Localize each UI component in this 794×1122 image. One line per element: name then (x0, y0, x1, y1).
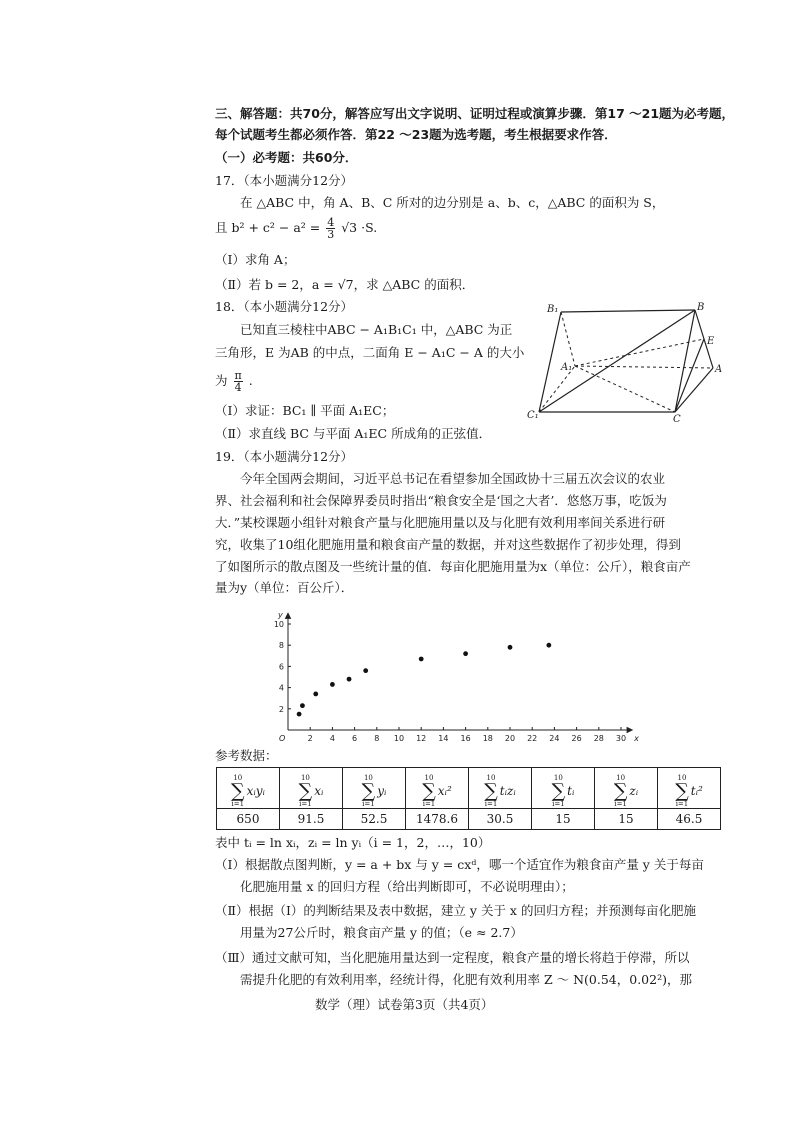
edge-b1-c1 (539, 312, 561, 412)
q18-angle-fraction (234, 370, 243, 393)
q19-para-line6: 量为y（单位：百公斤）． (215, 580, 354, 595)
table-header-cell: 10 ∑ i=1 tᵢzᵢ (469, 768, 532, 809)
q19-part2-line2: 用量为27公斤时，粮食亩产量 y 的值；（e ≈ 2.7） (240, 925, 523, 940)
data-point (300, 703, 305, 708)
table-value-cell: 15 (595, 809, 658, 830)
q17-cond-suffix: √3 ·S. (341, 220, 378, 235)
x-tick-label: 12 (416, 734, 427, 743)
origin-label: O (279, 734, 286, 743)
data-point (347, 677, 352, 682)
q19-para-line2: 界、社会福利和社会保障界委员时指出“粮食安全是‘国之大者’．悠悠万事，吃饭为 (215, 493, 667, 508)
q19-part1-line1: （Ⅰ）根据散点图判断，y = a + bx 与 y = cxᵈ，哪一个适宜作为粮食亩产量 y 关于每亩 (215, 857, 704, 872)
table-value-cell: 1478.6 (406, 809, 469, 830)
q18-angle-den: 4 (234, 381, 242, 394)
y-axis-label: y (278, 610, 283, 620)
q19-heading: 19．（本小题满分12分） (215, 449, 354, 464)
label-a: A (715, 364, 723, 375)
q18-stem3-prefix: 为 (215, 373, 228, 388)
data-point (508, 645, 513, 650)
x-tick-label: 28 (593, 734, 604, 743)
label-b: B (697, 302, 705, 313)
diag-c1-b (539, 310, 695, 412)
q18-heading: 18．（本小题满分12分） (215, 299, 354, 314)
q19-part2-line1: （Ⅱ）根据（Ⅰ）的判断结果及表中数据，建立 y 关于 x 的回归方程；并预测每亩化肥施 (215, 903, 696, 918)
table-value-cell: 30.5 (469, 809, 532, 830)
x-tick-label: 4 (329, 734, 335, 743)
edge-b-c (675, 310, 695, 412)
label-a1: A₁ (561, 362, 573, 373)
data-point (463, 651, 468, 656)
table-header-cell: 10 ∑ i=1 tᵢ (532, 768, 595, 809)
scatter-plot (268, 598, 648, 746)
x-axis-arrow (627, 728, 632, 733)
table-header-cell: 10 ∑ i=1 zᵢ (595, 768, 658, 809)
y-tick-label: 4 (278, 683, 284, 693)
q19-para-line3: 大．”某校课题小组针对粮食产量与化肥施用量以及与化肥有效利用率间关系进行研 (215, 515, 666, 530)
edge-b1-b (561, 310, 695, 312)
q19-table-note: 表中 tᵢ = ln xᵢ，zᵢ = ln yᵢ（i = 1，2，…，10） (215, 835, 491, 850)
q19-part3-line1: （Ⅲ）通过文献可知，当化肥施用量达到一定程度，粮食产量的增长将趋于停滞，所以 (215, 950, 690, 965)
reference-data-table (216, 767, 721, 830)
label-b1: B₁ (547, 304, 559, 315)
y-tick-label: 6 (278, 662, 284, 672)
data-point (330, 682, 335, 687)
table-value-cell: 52.5 (343, 809, 406, 830)
table-header-cell: 10 ∑ i=1 tᵢ² (658, 768, 721, 809)
table-value-cell: 91.5 (280, 809, 343, 830)
table-value-cell: 650 (217, 809, 280, 830)
q19-para-line5: 了如图所示的散点图及一些统计量的值．每亩化肥施用量为x（单位：公斤），粮食亩产 (215, 559, 691, 574)
x-tick-label: 18 (482, 734, 493, 743)
x-tick-label: 16 (460, 734, 471, 743)
q17-part1: （Ⅰ）求角 A； (215, 252, 296, 267)
segment-c-e (675, 339, 704, 412)
x-tick-label: 14 (438, 734, 449, 743)
hidden-a1-c (575, 366, 675, 412)
q18-part1: （Ⅰ）求证：BC₁ ∥ 平面 A₁EC； (215, 403, 395, 418)
data-point (546, 643, 551, 648)
data-point (363, 668, 368, 673)
x-tick-label: 26 (571, 734, 582, 743)
q17-frac-num: 4 (327, 216, 335, 229)
x-tick-label: 6 (352, 734, 358, 743)
data-point (419, 657, 424, 662)
x-tick-label: 10 (393, 734, 405, 743)
y-axis-arrow (286, 613, 291, 618)
q17-condition (215, 217, 377, 240)
reference-data-label: 参考数据： (215, 748, 278, 763)
x-tick-label: 24 (549, 734, 560, 743)
label-c1: C₁ (527, 410, 539, 421)
x-tick-label: 20 (504, 734, 516, 743)
table-header-cell: 10 ∑ i=1 yᵢ (343, 768, 406, 809)
required-part-header: （一）必考题：共60分． (215, 150, 358, 165)
table-header-cell: 10 ∑ i=1 xᵢ² (406, 768, 469, 809)
y-tick-label: 2 (278, 704, 284, 714)
q19-part1-line2: 化肥施用量 x 的回归方程（给出判断即可，不必说明理由）； (240, 879, 574, 894)
q18-stem1: 已知直三棱柱中ABC − A₁B₁C₁ 中，△ABC 为正 (240, 322, 513, 337)
section-header-line1: 三、解答题：共70分，解答应写出文字说明、证明过程或演算步骤．第17 ～21题为必考题， (215, 106, 735, 121)
x-tick-label: 22 (527, 734, 538, 743)
q17-fraction (326, 217, 335, 240)
table-value-cell: 46.5 (658, 809, 721, 830)
x-tick-label: 8 (374, 734, 380, 743)
page-footer: 数学（理）试卷第3页（共4页） (315, 997, 494, 1012)
q17-heading: 17．（本小题满分12分） (215, 173, 354, 188)
section-header-line2: 每个试题考生都必须作答．第22 ～23题为选考题，考生根据要求作答． (215, 127, 617, 142)
y-tick-label: 8 (278, 641, 284, 651)
y-tick-label: 10 (273, 620, 284, 629)
q17-frac-den: 3 (327, 228, 335, 241)
label-c: C (673, 414, 681, 425)
x-tick-label: 2 (307, 734, 313, 743)
table-value-cell: 15 (532, 809, 595, 830)
table-header-cell: 10 ∑ i=1 xᵢyᵢ (217, 768, 280, 809)
q17-cond-prefix: 且 b² + c² − a² = (215, 220, 321, 235)
q19-para-line4: 究，收集了10组化肥施用量和粮食亩产量的数据，并对这些数据作了初步处理，得到 (215, 537, 681, 552)
edge-c-a (675, 368, 713, 412)
q17-stem: 在 △ABC 中，角 A、B、C 所对的边分别是 a、b、c，△ABC 的面积为 S， (240, 195, 665, 210)
q18-stem3 (215, 370, 253, 393)
prism-figure (525, 298, 725, 426)
hidden-b1-a1 (561, 312, 575, 366)
x-tick-label: 30 (615, 734, 627, 743)
q18-stem3-suffix: . (248, 373, 253, 388)
q18-stem2: 三角形，E 为AB 的中点，二面角 E − A₁C − A 的大小 (215, 345, 525, 360)
label-e: E (707, 336, 715, 347)
q19-part3-line2: 需提升化肥的有效利用率，经统计得，化肥有效利用率 Z ～ N(0.54，0.02²)，那 (240, 972, 692, 987)
q19-para-line1: 今年全国两会期间，习近平总书记在看望参加全国政协十三届五次会议的农业 (240, 471, 666, 486)
q18-part2: （Ⅱ）求直线 BC 与平面 A₁EC 所成角的正弦值． (215, 426, 492, 441)
q18-angle-num: π (234, 369, 242, 382)
q17-part2: （Ⅱ）若 b = 2，a = √7，求 △ABC 的面积． (215, 277, 475, 292)
table-header-cell: 10 ∑ i=1 xᵢ (280, 768, 343, 809)
data-point (313, 692, 318, 697)
x-axis-label: x (634, 734, 639, 743)
data-point (297, 712, 302, 717)
